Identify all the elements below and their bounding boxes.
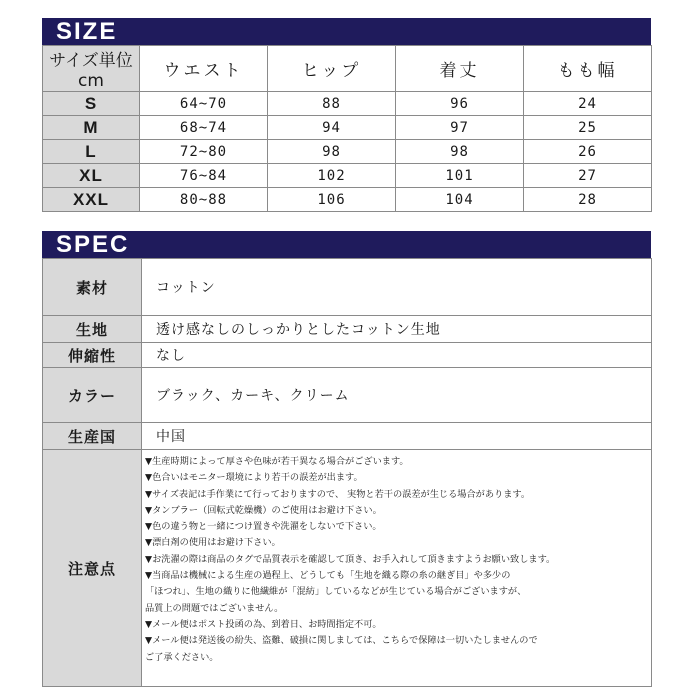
spec-value-material: コットン bbox=[142, 259, 652, 316]
hip-value: 98 bbox=[268, 140, 396, 164]
spec-row-fabric bbox=[43, 316, 652, 343]
size-label: M bbox=[43, 116, 140, 140]
thigh-value: 24 bbox=[524, 92, 652, 116]
waist-value: 64~70 bbox=[140, 92, 268, 116]
note-line: 「ほつれ」、生地の織りに他繊維が「混紡」しているなどが生じている場合がございますが、 bbox=[145, 586, 527, 598]
note-line: ▼お洗濯の際は商品のタグで品質表示を確認して頂き、お手入れして頂きますようお願い致します。 bbox=[145, 553, 556, 565]
spec-row-material bbox=[43, 259, 652, 316]
size-row-l bbox=[43, 140, 652, 164]
note-line: ご了承ください。 bbox=[145, 651, 219, 663]
spec-label-material: 素材 bbox=[43, 259, 142, 316]
spec-label-fabric: 生地 bbox=[43, 316, 142, 343]
hip-value: 88 bbox=[268, 92, 396, 116]
hip-value: 94 bbox=[268, 116, 396, 140]
size-section-header bbox=[42, 18, 651, 45]
note-line: ▼サイズ表記は手作業にて行っておりますので、 実物と若干の誤差が生じる場合があります。 bbox=[145, 488, 531, 500]
thigh-value: 26 bbox=[524, 140, 652, 164]
spec-label-origin: 生産国 bbox=[43, 423, 142, 450]
size-table bbox=[42, 45, 652, 212]
thigh-value: 25 bbox=[524, 116, 652, 140]
note-line: ▼生産時期によって厚さや色味が若干異なる場合がございます。 bbox=[145, 456, 409, 467]
column-header-waist: ウエスト bbox=[140, 46, 268, 92]
unit-label: サイズ単位cm bbox=[43, 46, 140, 92]
column-header-hip: ヒップ bbox=[268, 46, 396, 92]
thigh-value: 28 bbox=[524, 188, 652, 212]
note-line: ▼メール便は発送後の紛失、盗難、破損に関しましては、こちらで保障は一切いたしませんので bbox=[145, 635, 538, 647]
spec-label-notes: 注意点 bbox=[43, 450, 142, 687]
size-header-row bbox=[43, 46, 652, 92]
size-label: S bbox=[43, 92, 140, 116]
note-line: ▼色合いはモニター環境により若干の誤差が出ます。 bbox=[145, 472, 363, 484]
size-label: L bbox=[43, 140, 140, 164]
thigh-value: 27 bbox=[524, 164, 652, 188]
size-label: XL bbox=[43, 164, 140, 188]
size-row-s bbox=[43, 92, 652, 116]
spec-row-origin bbox=[43, 423, 652, 450]
spec-row-notes bbox=[43, 450, 652, 687]
note-line: ▼メール便はポスト投函の為、到着日、お時間指定不可。 bbox=[145, 618, 382, 630]
spec-label-stretch: 伸縮性 bbox=[43, 343, 142, 368]
waist-value: 72~80 bbox=[140, 140, 268, 164]
size-title: SIZE bbox=[56, 18, 118, 45]
notes-list bbox=[142, 450, 652, 687]
spec-row-stretch bbox=[43, 343, 652, 368]
spec-row-color bbox=[43, 368, 652, 423]
length-value: 98 bbox=[396, 140, 524, 164]
spec-title: SPEC bbox=[56, 231, 130, 258]
spec-value-fabric: 透け感なしのしっかりとしたコットン生地 bbox=[142, 316, 652, 343]
note-line: ▼タンブラー（回転式乾燥機）のご使用はお避け下さい。 bbox=[145, 504, 382, 516]
size-row-m bbox=[43, 116, 652, 140]
spec-label-color: カラー bbox=[43, 368, 142, 423]
waist-value: 76~84 bbox=[140, 164, 268, 188]
note-line: ▼当商品は機械による生産の過程上、どうしても「生地を織る際の糸の継ぎ目」や多少の bbox=[145, 570, 511, 582]
column-header-thigh: もも幅 bbox=[524, 46, 652, 92]
hip-value: 102 bbox=[268, 164, 396, 188]
size-row-xxl bbox=[43, 188, 652, 212]
length-value: 101 bbox=[396, 164, 524, 188]
note-line: 品質上の問題ではございません。 bbox=[145, 602, 284, 614]
spec-value-origin: 中国 bbox=[142, 423, 652, 450]
column-header-length: 着丈 bbox=[396, 46, 524, 92]
waist-value: 68~74 bbox=[140, 116, 268, 140]
length-value: 104 bbox=[396, 188, 524, 212]
spec-value-stretch: なし bbox=[142, 343, 652, 368]
size-row-xl bbox=[43, 164, 652, 188]
spec-table bbox=[42, 258, 652, 687]
length-value: 97 bbox=[396, 116, 524, 140]
waist-value: 80~88 bbox=[140, 188, 268, 212]
size-label: XXL bbox=[43, 188, 140, 212]
spec-value-color: ブラック、カーキ、クリーム bbox=[142, 368, 652, 423]
length-value: 96 bbox=[396, 92, 524, 116]
note-line: ▼漂白剤の使用はお避け下さい。 bbox=[145, 537, 281, 549]
spec-section-header bbox=[42, 231, 651, 258]
hip-value: 106 bbox=[268, 188, 396, 212]
note-line: ▼色の違う物と一緒につけ置きや洗濯をしないで下さい。 bbox=[145, 521, 382, 533]
